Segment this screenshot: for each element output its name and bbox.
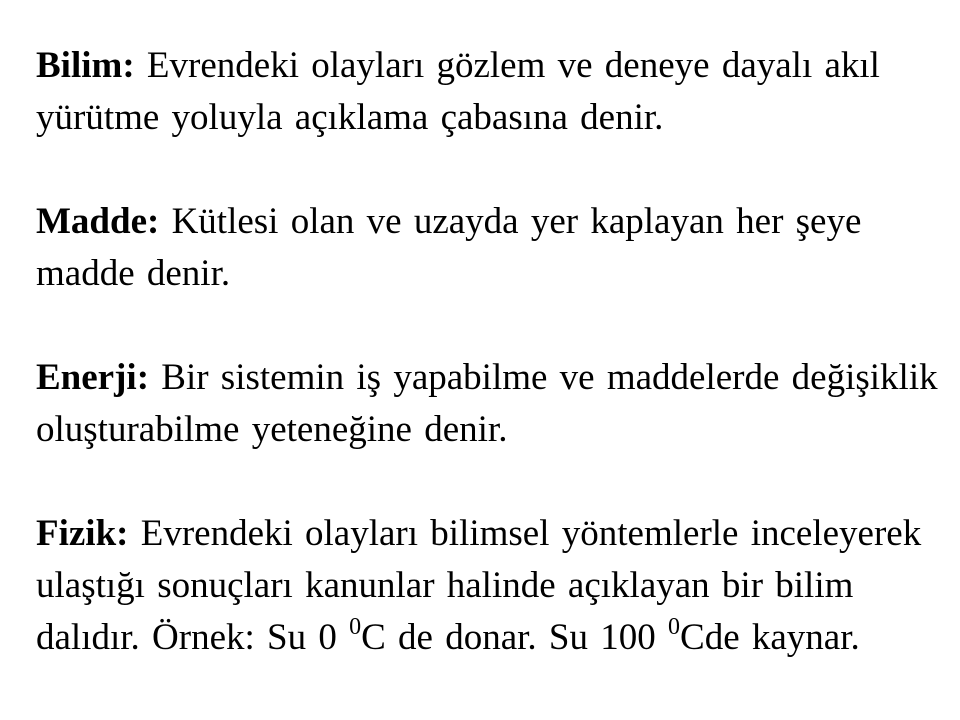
definition-bilim [36,40,936,144]
degree-superscript: 0 [349,613,362,640]
definition-text: ulaştığı sonuçları kanunlar halinde açıklayan bir bilim [36,565,854,606]
definition-text: Kütlesi olan ve uzayda yer kaplayan her şeye [171,201,862,242]
example-tail: Cde kaynar. [680,617,860,658]
slide-content [36,40,936,664]
definition-term: Fizik: [36,513,129,554]
example-lead: dalıdır. Örnek: Su 0 [36,617,350,658]
definition-line [36,40,936,92]
definition-text: madde denir. [36,253,231,294]
definition-enerji [36,352,936,456]
definition-line [36,196,936,248]
definition-term: Bilim: [36,45,135,86]
definition-line [36,508,936,560]
definition-text: Evrendeki olayları gözlem ve deneye dayalı akıl [146,45,880,86]
definition-madde [36,196,936,300]
definition-fizik [36,508,936,664]
example-line [36,612,936,664]
definition-text: Evrendeki olayları bilimsel yöntemlerle inceleyerek [140,513,922,554]
example-mid: C de donar. Su 100 [361,617,669,658]
definition-term: Madde: [36,201,160,242]
definition-text: oluşturabilme yeteneğine denir. [36,409,508,450]
definition-text: yürütme yoluyla açıklama çabasına denir. [36,97,664,138]
degree-superscript: 0 [668,613,681,640]
definition-term: Enerji: [36,357,150,398]
definition-line [36,352,936,404]
definition-text: Bir sistemin iş yapabilme ve maddelerde değişiklik [161,357,938,398]
